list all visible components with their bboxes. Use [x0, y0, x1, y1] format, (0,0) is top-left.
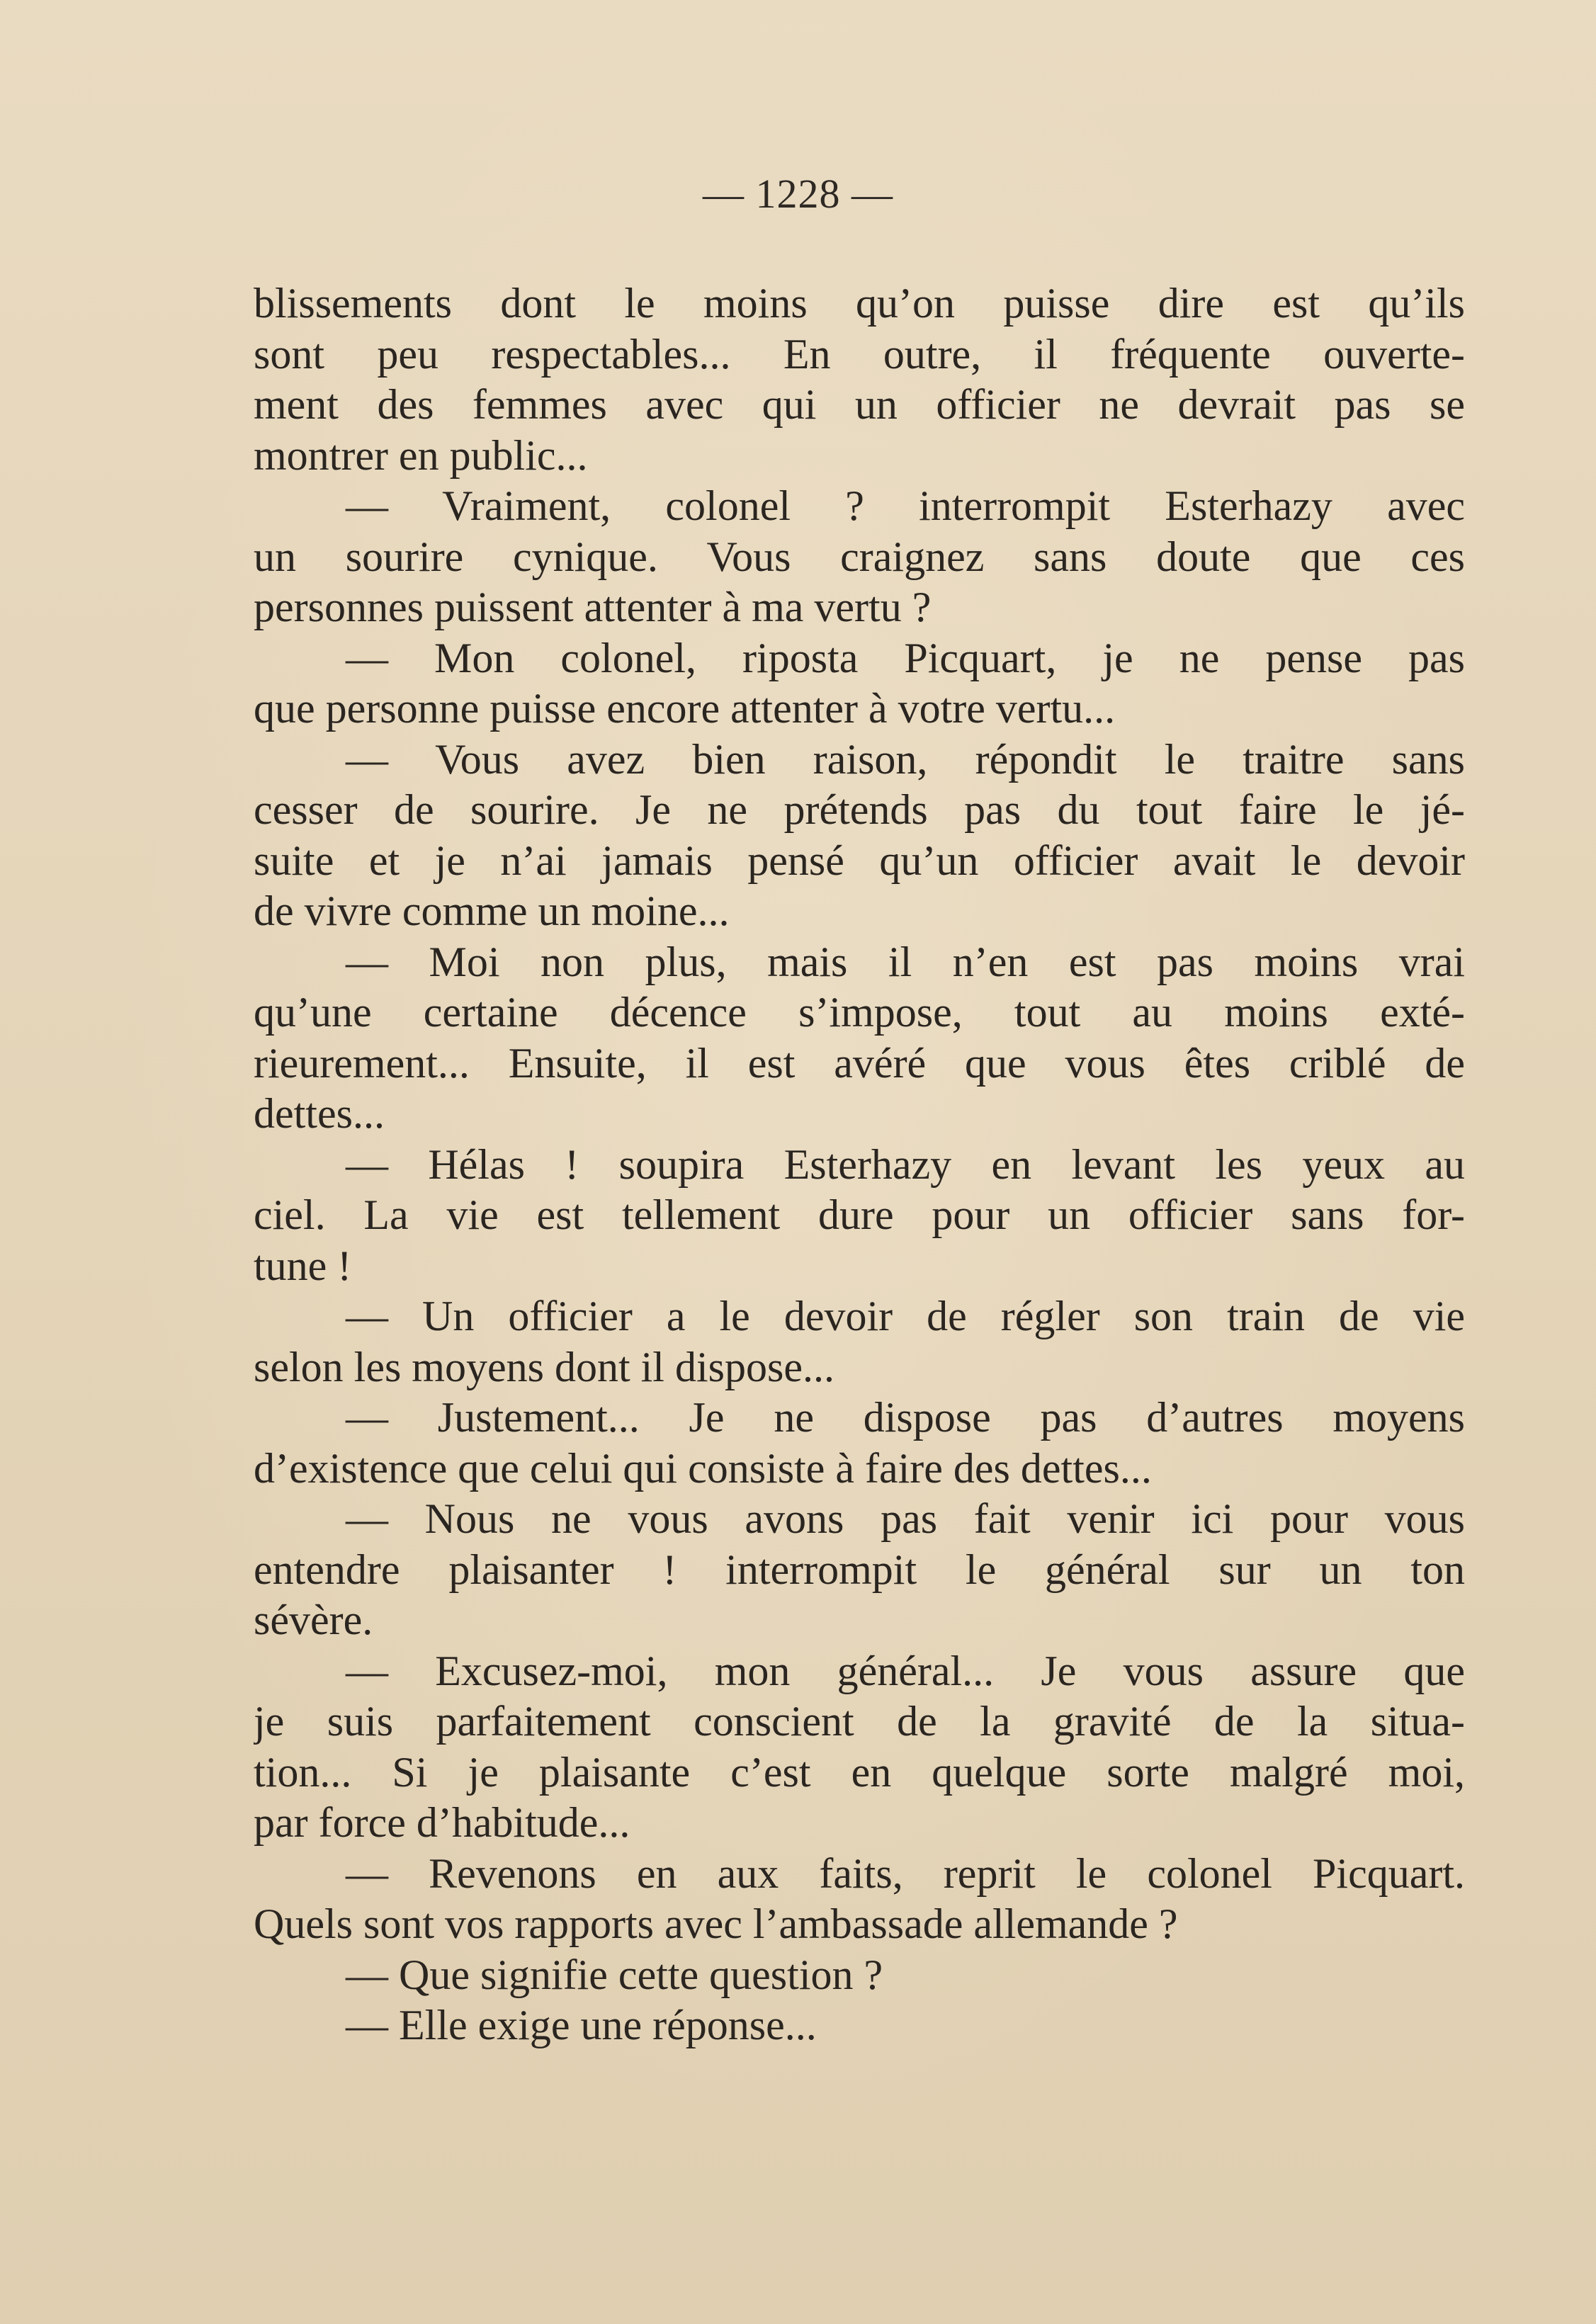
text-line: personnes puissent attenter à ma vertu ? — [254, 584, 932, 630]
text-line: qu’une certaine décence s’impose, tout au moins exté- — [254, 989, 1465, 1036]
text-line: — Elle exige une réponse... — [346, 2002, 817, 2048]
text-line: tune ! — [254, 1242, 352, 1289]
text-line: — Que signifie cette question ? — [346, 1951, 883, 1998]
text-line: — Hélas ! soupira Esterhazy en levant les yeux au — [346, 1140, 1465, 1188]
text-line: sévère. — [254, 1597, 373, 1643]
text-line: — Revenons en aux faits, reprit le colonel Picquart. — [346, 1849, 1465, 1897]
text-line: — Justement... Je ne dispose pas d’autres moyens — [346, 1394, 1465, 1441]
text-line: suite et je n’ai jamais pensé qu’un officier avait le devoir — [254, 837, 1465, 884]
text-line: montrer en public... — [254, 431, 588, 479]
text-line: un sourire cynique. Vous craignez sans doute que ces — [254, 533, 1465, 580]
text-line: selon les moyens dont il dispose... — [254, 1343, 834, 1390]
text-line: je suis parfaitement conscient de la gravité de la situa- — [254, 1698, 1465, 1745]
text-line: que personne puisse encore attenter à votre vertu... — [254, 685, 1116, 732]
text-line: — Moi non plus, mais il n’en est pas moins vrai — [346, 938, 1465, 985]
body-text — [254, 278, 1465, 2051]
text-line: sont peu respectables... En outre, il fréquente ouverte- — [254, 330, 1465, 378]
text-line: — Nous ne vous avons pas fait venir ici pour vous — [346, 1495, 1465, 1542]
page-number: — 1228 — — [703, 171, 893, 217]
text-line: dettes... — [254, 1090, 385, 1137]
text-line: rieurement... Ensuite, il est avéré que vous êtes criblé de — [254, 1039, 1465, 1087]
text-line: — Vraiment, colonel ? interrompit Esterhazy avec — [346, 482, 1465, 529]
text-line: blissements dont le moins qu’on puisse dire est qu’ils — [254, 280, 1465, 327]
text-line: — Vous avez bien raison, répondit le traitre sans — [346, 735, 1465, 783]
text-line: d’existence que celui qui consiste à faire des dettes... — [254, 1444, 1152, 1492]
text-line: ciel. La vie est tellement dure pour un officier sans for- — [254, 1191, 1465, 1238]
text-line: — Excusez-moi, mon général... Je vous assure que — [346, 1647, 1465, 1694]
text-line: Quels sont vos rapports avec l’ambassade allemande ? — [254, 1900, 1178, 1947]
text-line: entendre plaisanter ! interrompit le général sur un ton — [254, 1546, 1465, 1593]
text-line: cesser de sourire. Je ne prétends pas du tout faire le jé- — [254, 786, 1465, 833]
text-line: par force d’habitude... — [254, 1799, 630, 1846]
text-line: tion... Si je plaisante c’est en quelque sorte malgré moi, — [254, 1748, 1465, 1796]
text-line: — Mon colonel, riposta Picquart, je ne pense pas — [346, 634, 1465, 681]
text-line: de vivre comme un moine... — [254, 888, 730, 934]
text-line: ment des femmes avec qui un officier ne devrait pas se — [254, 381, 1465, 428]
text-line: — Un officier a le devoir de régler son train de vie — [346, 1293, 1465, 1339]
